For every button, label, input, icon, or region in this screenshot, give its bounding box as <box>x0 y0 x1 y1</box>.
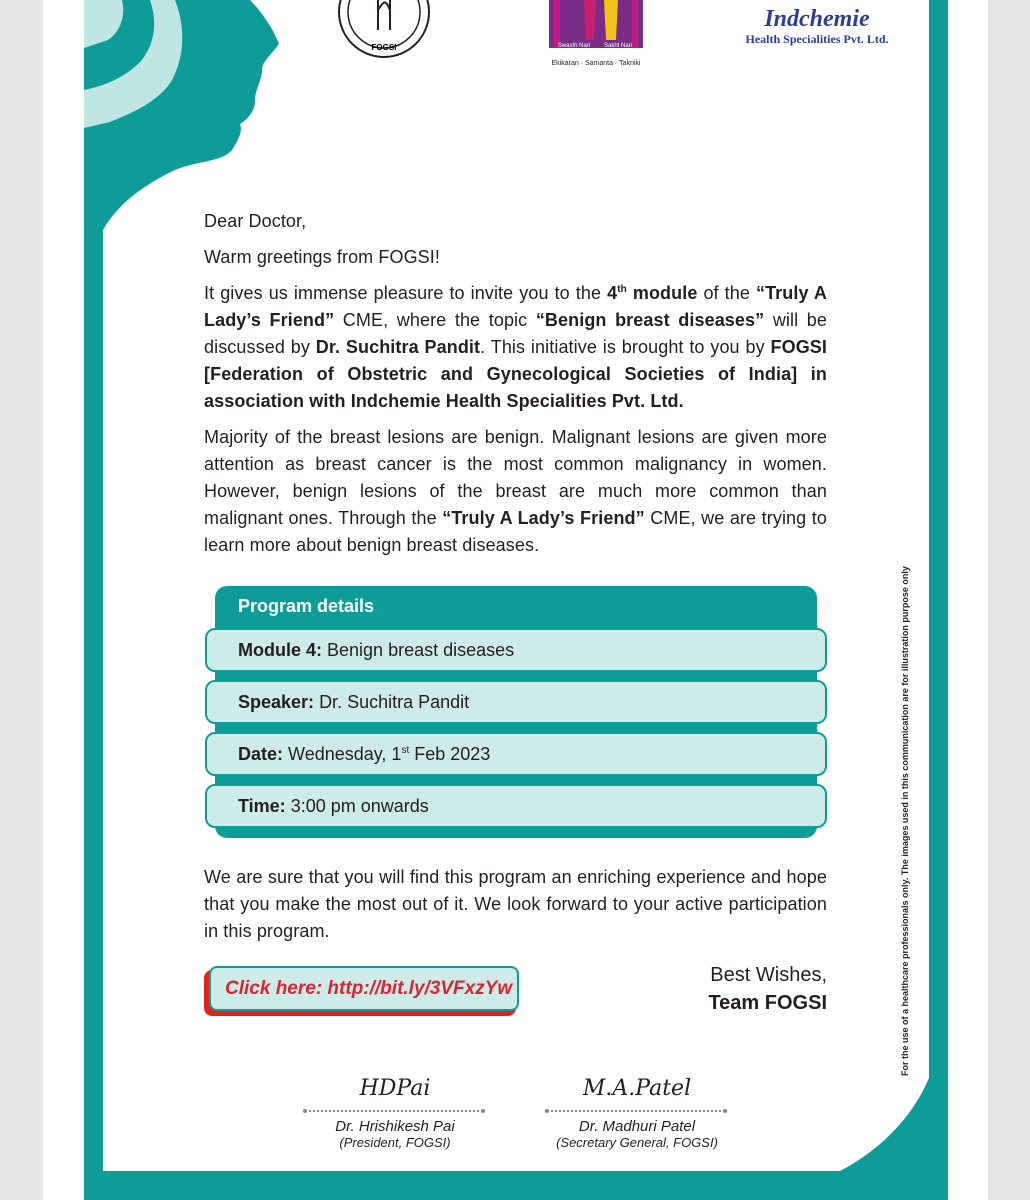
closing-block <box>708 961 827 1017</box>
p2-text-b: CME, we are trying to learn more about benign breast diseases. <box>204 508 827 555</box>
time-value: 3:00 pm onwards <box>290 796 429 816</box>
program-row-module <box>205 628 827 672</box>
campaign-tagline: Ekikaran · Samanta · Takniki <box>551 60 641 67</box>
p2-cme-name: “Truly A Lady’s Friend” <box>442 508 645 528</box>
program-row-date <box>205 732 827 776</box>
date-label: Date: <box>238 744 284 764</box>
campaign-right-text: Sakht Nari <box>603 43 633 49</box>
program-row-time <box>205 784 827 828</box>
program-details-box <box>205 586 827 838</box>
p1-module-number: 4 <box>607 283 618 303</box>
p1-text-a: It gives us immense pleasure to invite you to the <box>204 283 608 303</box>
program-details-title: Program details <box>238 596 375 616</box>
salutation: Dear Doctor, <box>204 211 307 231</box>
date-value-a: Wednesday, 1 <box>288 744 402 764</box>
team-fogsi: Team FOGSI <box>708 992 827 1014</box>
p1-module-word: module <box>626 283 698 303</box>
letter-body-bottom <box>204 864 827 945</box>
paragraph-background <box>204 424 827 559</box>
fogsi-logo-text: FOGSI <box>371 43 397 52</box>
signatory-name-secretary: Dr. Madhuri Patel <box>578 1118 696 1135</box>
date-value-sup: st <box>401 745 410 756</box>
best-wishes: Best Wishes, <box>710 964 827 986</box>
indchemie-logo-name: Indchemie <box>764 6 870 32</box>
speaker-label: Speaker: <box>238 692 315 712</box>
signatory-name-president: Dr. Hrishikesh Pai <box>335 1118 455 1135</box>
letter-body-top <box>204 208 827 559</box>
signatory-secretary <box>547 1076 727 1150</box>
signatory-president <box>305 1076 485 1150</box>
signatory-role-secretary: (Secretary General, FOGSI) <box>556 1135 718 1150</box>
p1-cme-name: “Truly A Lady’s Friend” <box>204 283 828 330</box>
p1-topic: “Benign breast diseases” <box>535 310 765 330</box>
signature-line-president <box>305 1110 483 1112</box>
program-row-speaker <box>205 680 827 724</box>
p1-organisation: FOGSI [Federation of Obstetric and Gynecological Societies of India] in association with Indchemie Health Specialities Pvt. Ltd. <box>204 337 828 411</box>
indchemie-logo-sub: Health Specialities Pvt. Ltd. <box>745 32 889 46</box>
time-label: Time: <box>238 796 286 816</box>
module-label: Module 4: <box>238 640 322 660</box>
paragraph-invitation <box>204 280 827 415</box>
p1-text-d: will be discussed by <box>204 310 827 357</box>
signatory-role-president: (President, FOGSI) <box>339 1135 451 1150</box>
p1-module-sup: th <box>617 284 627 295</box>
signature-secretary: M.A.Patel <box>582 1076 692 1101</box>
p1-text-b: of the <box>697 283 756 303</box>
signature-line-secretary <box>547 1110 725 1112</box>
campaign-logo-icon <box>546 0 646 72</box>
p1-text-c: CME, where the topic <box>334 310 536 330</box>
fogsi-logo-icon <box>336 0 432 60</box>
campaign-left-text: Swasth Nari <box>557 43 591 49</box>
indchemie-logo <box>737 6 897 46</box>
date-value-b: Feb 2023 <box>409 744 491 764</box>
module-value: Benign breast diseases <box>327 640 515 660</box>
speaker-value: Dr. Suchitra Pandit <box>319 692 470 712</box>
p1-text-e: . This initiative is brought to you by <box>480 337 771 357</box>
paragraph-closing: We are sure that you will find this program an enriching experience and hope that you make the most out of it. We look forward to your active participation in this program. <box>204 867 827 941</box>
registration-link-button[interactable]: Click here: http://bit.ly/3VFxzYw <box>209 966 519 1011</box>
signature-president: HDPai <box>359 1076 431 1101</box>
greeting: Warm greetings from FOGSI! <box>204 247 440 267</box>
disclaimer-text: For the use of a healthcare professionals only. The images used in this communication are for illustration purpose only <box>900 566 910 1076</box>
p1-speaker: Dr. Suchitra Pandit <box>315 337 481 357</box>
p2-text-a: Majority of the breast lesions are benign. Malignant lesions are given more attention as breast cancer is the most common malignancy in women. However, benign lesions of the breast are much more common than malignant ones. Through the <box>204 427 827 528</box>
